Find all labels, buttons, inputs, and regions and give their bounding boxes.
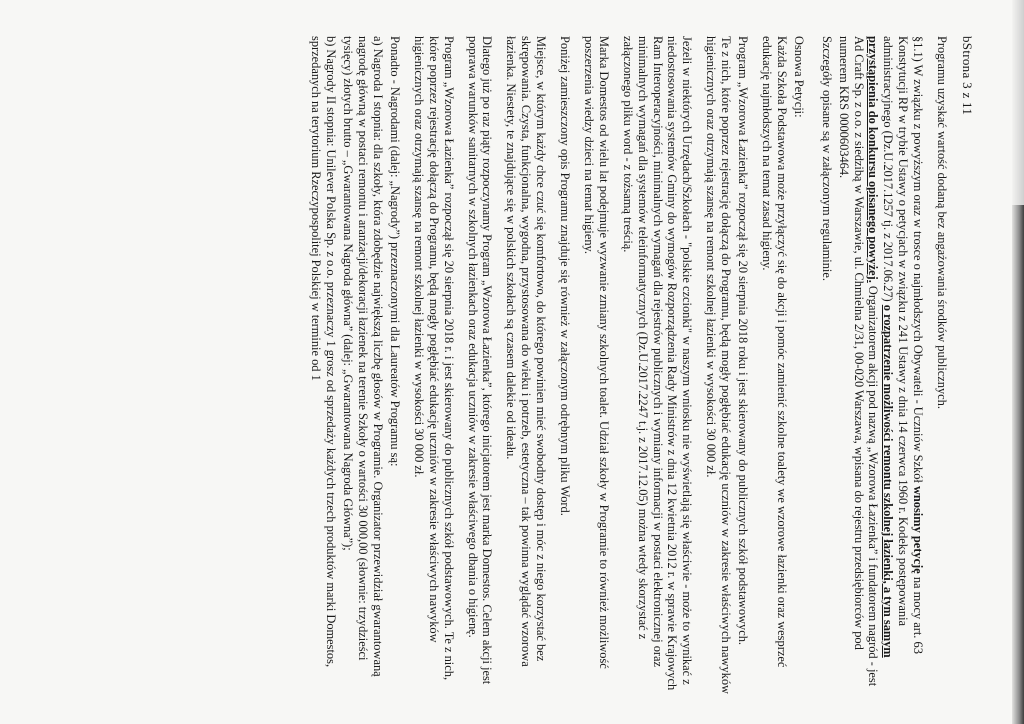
- paragraph-regulations: Szczegóły opisane są w załączonym regulaminie.: [819, 36, 834, 281]
- paragraph-word-file: Poniżej zamieszczony opis Programu znajduje się również w załączonym odrębnym pliku Word.: [558, 36, 573, 516]
- petition-bold-underlined: o rozpatrzenie możliwości remontu szkolnej łazienki, a tym samym przystąpienia do konkursu opisanego powyżej.: [866, 36, 896, 658]
- petition-text-e: Organizatorem akcji pod nazwą „Wzorowa Łazienka” i fundatorem nagród - jest Ad Craft Sp. z o.o. z siedzibą w Warszawie, ul. Chmielna 2/31, 00-020 Warszawa, wpisana do rejestru przedsiębiorców pod numerem KRS 0000603464.: [836, 36, 881, 687]
- paragraph-intro: Programu uzyskać wartość dodaną bez angażowania środków publicznych.: [935, 36, 950, 409]
- page-label: bStrona 3 z 11: [960, 36, 975, 116]
- petition-text-c: na mocy art. 63 Konstytucji RP w trybie Ustawy o petycjach w związku z 241 Ustawy z dnia 14 czerwca 1960 r. Kodeks postępowania administracyjnego (Dz.U.2017.1257 tj. z 2017.06.27): [881, 36, 926, 654]
- document-page: [12, 0, 1012, 724]
- scan-edge-top: [1012, 0, 1024, 205]
- paragraph-fifth-edition: Dlatego już po raz piąty rozpoczynamy Program „Wzorowa Łazienka”, którego inicjatorem jest marka Domestos. Celem akcji jest poprawa warunków sanitarnych w szkolnych łazienkach oraz edukacja uczniów w zakresie właściwego dbania o higienę.: [465, 36, 495, 685]
- paragraph-prizes-intro: Ponadto - Nagrodami (dalej: „Nagrody”) przeznaczonymi dla Laureatów Programu są:: [387, 36, 402, 467]
- paragraph-program-benefits: Te z nich, które poprzez rejestrację dołączą do Programu, będą mogły pogłębiać edukację uczniów w zakresie właściwych nawyków higienicznych oraz otrzymają szansę na remont szkolnej łazienki w wysokości 30 000 zł.: [704, 36, 734, 694]
- paragraph-program-start: Program „Wzorowa Łazienka” rozpoczął się 20 sierpnia 2018 roku i jest skierowany do publicznych szkół podstawowych.: [736, 36, 751, 646]
- paragraph-domestos: Marka Domestos od wielu lat podejmuje wyzwanie zmiany szkolnych toalet. Udział szkoły w Programie to również możliwość poszerzenia wiedzy dzieci na temat higieny.: [581, 36, 611, 669]
- petition-text-a: §1.1) W związku z powyższym oraz w trosce o najmłodszych Obywateli - Uczniów Szkół: [911, 36, 926, 486]
- paragraph-ideal-bathroom: Miejsce, w którym każdy chce czuć się komfortowo, do którego powinien mieć swobodny dostęp i móc z niego korzystać bez skrępowania. Czysta, funkcjonalna, wygodna, przystosowana do wieku i potrzeb, estetyczna – tak powinna wyglądać wzorowa łazienka. Niestety, te znajdujące się w polskich szkołach są czasem dalekie od ideału.: [504, 36, 549, 667]
- paragraph-program-details: Program „Wzorowa Łazienka” rozpoczął się 20 sierpnia 2018 r. i jest skierowany do publicznych szkół podstawowych. Te z nich, które poprzez rejestrację dołączą do Programu, będą mogły pogłębiać edukację uczniów w zakresie właściwych nawyków higienicznych oraz otrzymają szansę na remont szkolnej łazienki w wysokości 30 000 zł.: [411, 36, 456, 681]
- scan-edge-shadow: [1012, 205, 1024, 724]
- paragraph-prize-b: b) Nagrody II stopnia: Unilever Polska Sp. z o.o. przeznaczy 1 grosz od sprzedaży każdych trzech produktów marki Domestos, sprzedanych na terytorium Rzeczypospolitej Polskiej w terminie od 1: [309, 36, 339, 668]
- rotated-text-block: [39, 36, 974, 696]
- paragraph-osnowa: Każda Szkoła Podstawowa może przyłączyć się do akcji i pomóc zamienić szkolne toalety we wzorowe łazienki oraz wesprzeć edukację najmłodszych na temat zasad higieny.: [760, 36, 789, 668]
- osnowa-title: Osnowa Petycji:: [791, 36, 806, 118]
- petition-bold-request: wnosimy petycję: [911, 485, 926, 574]
- paragraph-petition: [836, 36, 925, 696]
- paragraph-fonts-note: Jeżeli w niektórych Urzędach/Szkołach - "polskie czcionki" w naszym wniosku nie wyświetlają się właściwie - może to wynikać z niedostosowania systemów Gminy do wymogów Rozporządzenia Rady Ministrów z dnia 12 kwietnia 2012 r. w sprawie Krajowych Ram Interoperacyjności, minimalnych wymagań dla rejestrów publicznych i wymiany informacji w postaci elektronicznej oraz minimalnych wymagań dla systemów teleinformatycznych (Dz.U.2017.2247 t.j. z 2017.12.05) można wtedy skorzystać z załączonego pliku word - z tożsamą treścią.: [620, 36, 695, 691]
- paragraph-prize-a: a) Nagroda I stopnia: dla szkoły, która zdobędzie największą liczbę głosów w Programie. Organizator przewidział gwarantowaną nagrodę główną w postaci remontu i aranżacji/dekoracji łazienek na terenie Szkoły o wartości 30 000,00 (słownie: trzydzieści tysięcy) złotych brutto – „Gwarantowana Nagroda główna” (dalej: „Gwarantowana Nagroda Główna”);: [341, 36, 385, 677]
